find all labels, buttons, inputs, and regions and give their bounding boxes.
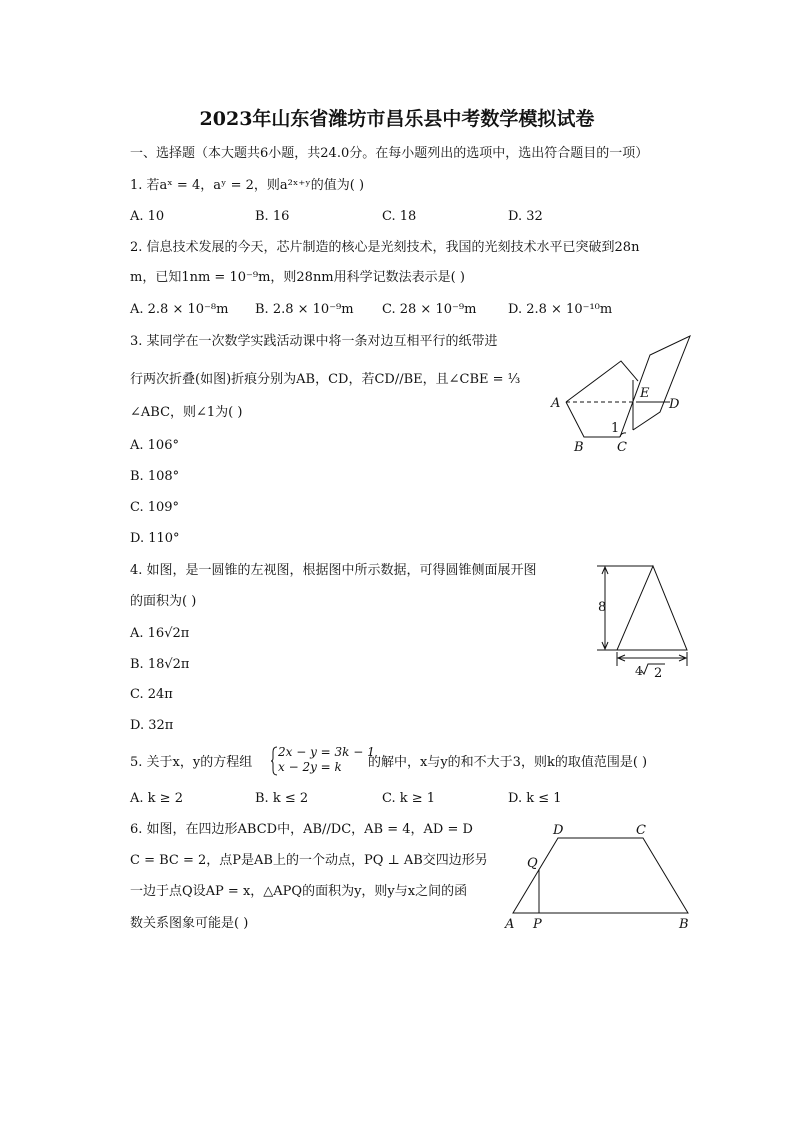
question-5-brace: [270, 746, 278, 776]
q3-label-a: A: [551, 396, 561, 411]
question-3-figure: [540, 330, 700, 455]
question-4-line-1: 4. 如图，是一圆锥的左视图，根据图中所示数据，可得圆锥侧面展开图: [130, 563, 537, 578]
question-4-line-2: 的面积为( ): [130, 594, 197, 609]
q3-label-d: D: [669, 397, 680, 412]
question-2-line-2: m，已知1nm = 10⁻⁹m，则28nm用科学记数法表示是( ): [130, 270, 465, 285]
q3-label-angle-1: 1: [611, 421, 620, 436]
page-title: 2023年山东省潍坊市昌乐县中考数学模拟试卷: [199, 108, 595, 130]
q4-label-base-root: 2: [654, 666, 663, 681]
question-5-option-a[interactable]: A. k ≥ 2: [130, 791, 183, 806]
question-5-option-b[interactable]: B. k ≤ 2: [255, 791, 309, 806]
question-2-option-d[interactable]: D. 2.8 × 10⁻¹⁰m: [508, 302, 613, 317]
q6-label-d: D: [553, 823, 564, 838]
question-1-option-b[interactable]: B. 16: [255, 209, 290, 224]
question-4-option-d[interactable]: D. 32π: [130, 718, 174, 733]
q6-label-b: B: [679, 917, 689, 932]
question-2-option-c[interactable]: C. 28 × 10⁻⁹m: [382, 302, 477, 317]
q3-label-e: E: [640, 386, 650, 401]
q3-label-c: C: [617, 440, 627, 455]
q4-label-height: 8: [598, 600, 607, 615]
q6-label-q: Q: [527, 856, 538, 871]
question-3-line-2: 行两次折叠(如图)折痕分别为AB，CD，若CD//BE，且∠CBE = ⅓: [130, 372, 521, 387]
question-3-option-d[interactable]: D. 110°: [130, 531, 180, 546]
question-5-option-c[interactable]: C. k ≥ 1: [382, 791, 436, 806]
question-2-option-a[interactable]: A. 2.8 × 10⁻⁸m: [130, 302, 229, 317]
question-4-option-a[interactable]: A. 16√2π: [130, 626, 190, 641]
question-1-option-c[interactable]: C. 18: [382, 209, 417, 224]
question-6-line-4: 数关系图象可能是( ): [130, 916, 249, 931]
q3-label-b: B: [574, 440, 584, 455]
question-2-option-b[interactable]: B. 2.8 × 10⁻⁹m: [255, 302, 354, 317]
question-2-line-1: 2. 信息技术发展的今天，芯片制造的核心是光刻技术，我国的光刻技术水平已突破到28n: [130, 240, 640, 255]
question-3-line-3: ∠ABC，则∠1为( ): [130, 405, 243, 420]
question-1-option-d[interactable]: D. 32: [508, 209, 543, 224]
question-6-line-2: C = BC = 2，点P是AB上的一个动点，PQ ⊥ AB交四边形另: [130, 853, 488, 868]
question-5-suffix: 的解中，x与y的和不大于3，则k的取值范围是( ): [368, 755, 648, 770]
question-3-option-c[interactable]: C. 109°: [130, 500, 180, 515]
question-3-option-b[interactable]: B. 108°: [130, 469, 180, 484]
question-6-figure: [505, 830, 695, 920]
section-heading: 一、选择题（本大题共6小题，共24.0分。在每小题列出的选项中，选出符合题目的一项）: [130, 146, 649, 161]
question-5-equation-1: 2x − y = 3k − 1: [278, 745, 375, 759]
question-4-option-b[interactable]: B. 18√2π: [130, 657, 190, 672]
question-6-line-3: 一边于点Q设AP = x，△APQ的面积为y，则y与x之间的函: [130, 884, 468, 899]
question-3-line-1: 3. 某同学在一次数学实践活动课中将一条对边互相平行的纸带进: [130, 334, 498, 349]
question-1-stem: 1. 若aˣ = 4，aʸ = 2，则a²ˣ⁺ʸ的值为( ): [130, 178, 365, 193]
question-1-option-a[interactable]: A. 10: [130, 209, 165, 224]
question-5-equation-2: x − 2y = k: [278, 760, 342, 774]
question-4-figure: [595, 560, 695, 680]
q6-label-p: P: [533, 917, 542, 932]
q6-label-a: A: [505, 917, 515, 932]
question-4-option-c[interactable]: C. 24π: [130, 687, 173, 702]
question-5-option-d[interactable]: D. k ≤ 1: [508, 791, 562, 806]
q6-label-c: C: [636, 823, 646, 838]
q4-label-base-coef: 4: [635, 664, 643, 678]
question-6-line-1: 6. 如图，在四边形ABCD中，AB//DC，AB = 4，AD = D: [130, 822, 473, 837]
question-5-prefix: 5. 关于x，y的方程组: [130, 755, 253, 770]
question-3-option-a[interactable]: A. 106°: [130, 438, 179, 453]
